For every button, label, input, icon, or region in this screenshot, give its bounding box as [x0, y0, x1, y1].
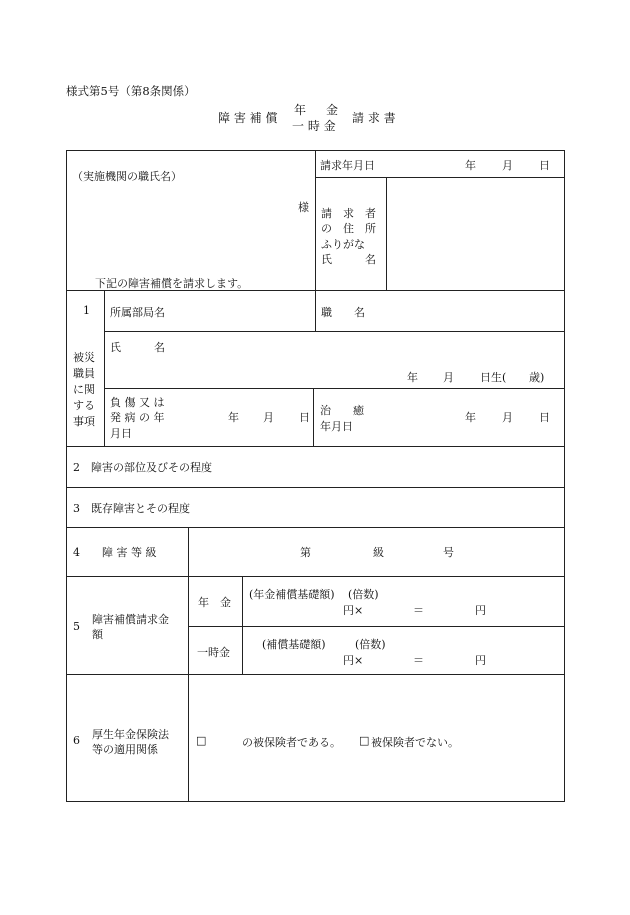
sama-label: 様	[298, 201, 309, 214]
section2-label: 2 障害の部位及びその程度	[73, 461, 212, 474]
birth-month: 月	[443, 371, 454, 384]
insured-checkbox[interactable]: □	[196, 734, 207, 747]
request-date-month: 月	[502, 159, 513, 172]
insured-label: の被保険者である。	[242, 736, 341, 749]
request-statement: 下記の障害補償を請求します。	[95, 277, 249, 290]
request-date-day: 日	[539, 159, 550, 172]
lump-multiplier-label: (倍数)	[355, 638, 386, 651]
injury-label-3: 月日	[110, 427, 132, 440]
cure-year: 年	[465, 411, 476, 424]
section1-side-2: 職員	[73, 367, 95, 380]
lump-base-label: (補償基礎額)	[262, 638, 326, 651]
injury-label-2: 発 病 の 年	[110, 411, 165, 424]
name-label: 氏 名	[110, 341, 165, 354]
title-prefix: 障 害 補 償	[218, 111, 278, 125]
pension-yen-times: 円×	[343, 604, 364, 617]
dept-label: 所属部局名	[110, 306, 165, 319]
not-insured-label: 被保険者でない。	[371, 736, 459, 749]
section5-label-1: 障害補償請求金	[92, 613, 169, 626]
injury-month: 月	[263, 411, 274, 424]
section5-number: 5	[73, 620, 80, 633]
section6-label-1: 厚生年金保険法	[92, 728, 169, 741]
claimant-label-2: の 住 所	[321, 222, 376, 235]
cure-label-1: 治 癒	[320, 404, 364, 417]
title-suffix: 請 求 書	[352, 111, 396, 125]
request-date-label: 請求年月日	[320, 159, 375, 172]
request-date-year: 年	[465, 159, 476, 172]
pension-multiplier-label: (倍数)	[348, 588, 379, 601]
lump-yen: 円	[475, 654, 486, 667]
injury-year: 年	[228, 411, 239, 424]
pension-label: 年 金	[198, 596, 231, 609]
lump-equals: ＝	[413, 654, 424, 667]
title-nen: 年	[294, 103, 307, 117]
title-kin: 金	[326, 103, 339, 117]
claimant-label-4: 氏 名	[321, 253, 376, 266]
section4-label: 4 障 害 等 級	[73, 546, 157, 559]
birth-year: 年	[407, 371, 418, 384]
grade-kyu: 級	[373, 546, 384, 559]
cure-month: 月	[502, 411, 513, 424]
section1-side-5: 事項	[73, 415, 95, 428]
injury-label-1: 負 傷 又 は	[110, 396, 165, 409]
pension-yen: 円	[475, 604, 486, 617]
post-label: 職 名	[321, 306, 365, 319]
lump-label: 一時金	[197, 646, 230, 659]
pension-equals: ＝	[413, 604, 424, 617]
cure-day: 日	[539, 411, 550, 424]
section3-label: 3 既存障害とその程度	[73, 502, 190, 515]
agency-label: （実施機関の職氏名）	[72, 170, 182, 183]
grade-dai: 第	[300, 546, 311, 559]
claimant-label-3: ふりがな	[321, 238, 365, 251]
injury-day: 日	[299, 411, 310, 424]
birth-day: 日生(	[480, 371, 507, 384]
title-ichijikin: 一 時 金	[292, 119, 336, 133]
section1-side-4: する	[73, 399, 95, 412]
pension-base-label: (年金補償基礎額)	[249, 588, 335, 601]
birth-age: 歳)	[529, 371, 545, 384]
section5-label-2: 額	[92, 628, 103, 641]
lump-yen-times: 円×	[343, 654, 364, 667]
claimant-label-1: 請 求 者	[321, 207, 376, 220]
form-number: 様式第5号（第8条関係）	[66, 84, 196, 98]
cure-label-2: 年月日	[320, 420, 353, 433]
section1-side-3: に関	[73, 383, 95, 396]
grade-go: 号	[443, 546, 454, 559]
section6-number: 6	[73, 734, 80, 747]
section1-side-1: 被災	[73, 351, 95, 364]
not-insured-checkbox[interactable]: □	[359, 734, 370, 747]
section6-label-2: 等の適用関係	[92, 743, 158, 756]
section1-number: 1	[83, 304, 90, 317]
